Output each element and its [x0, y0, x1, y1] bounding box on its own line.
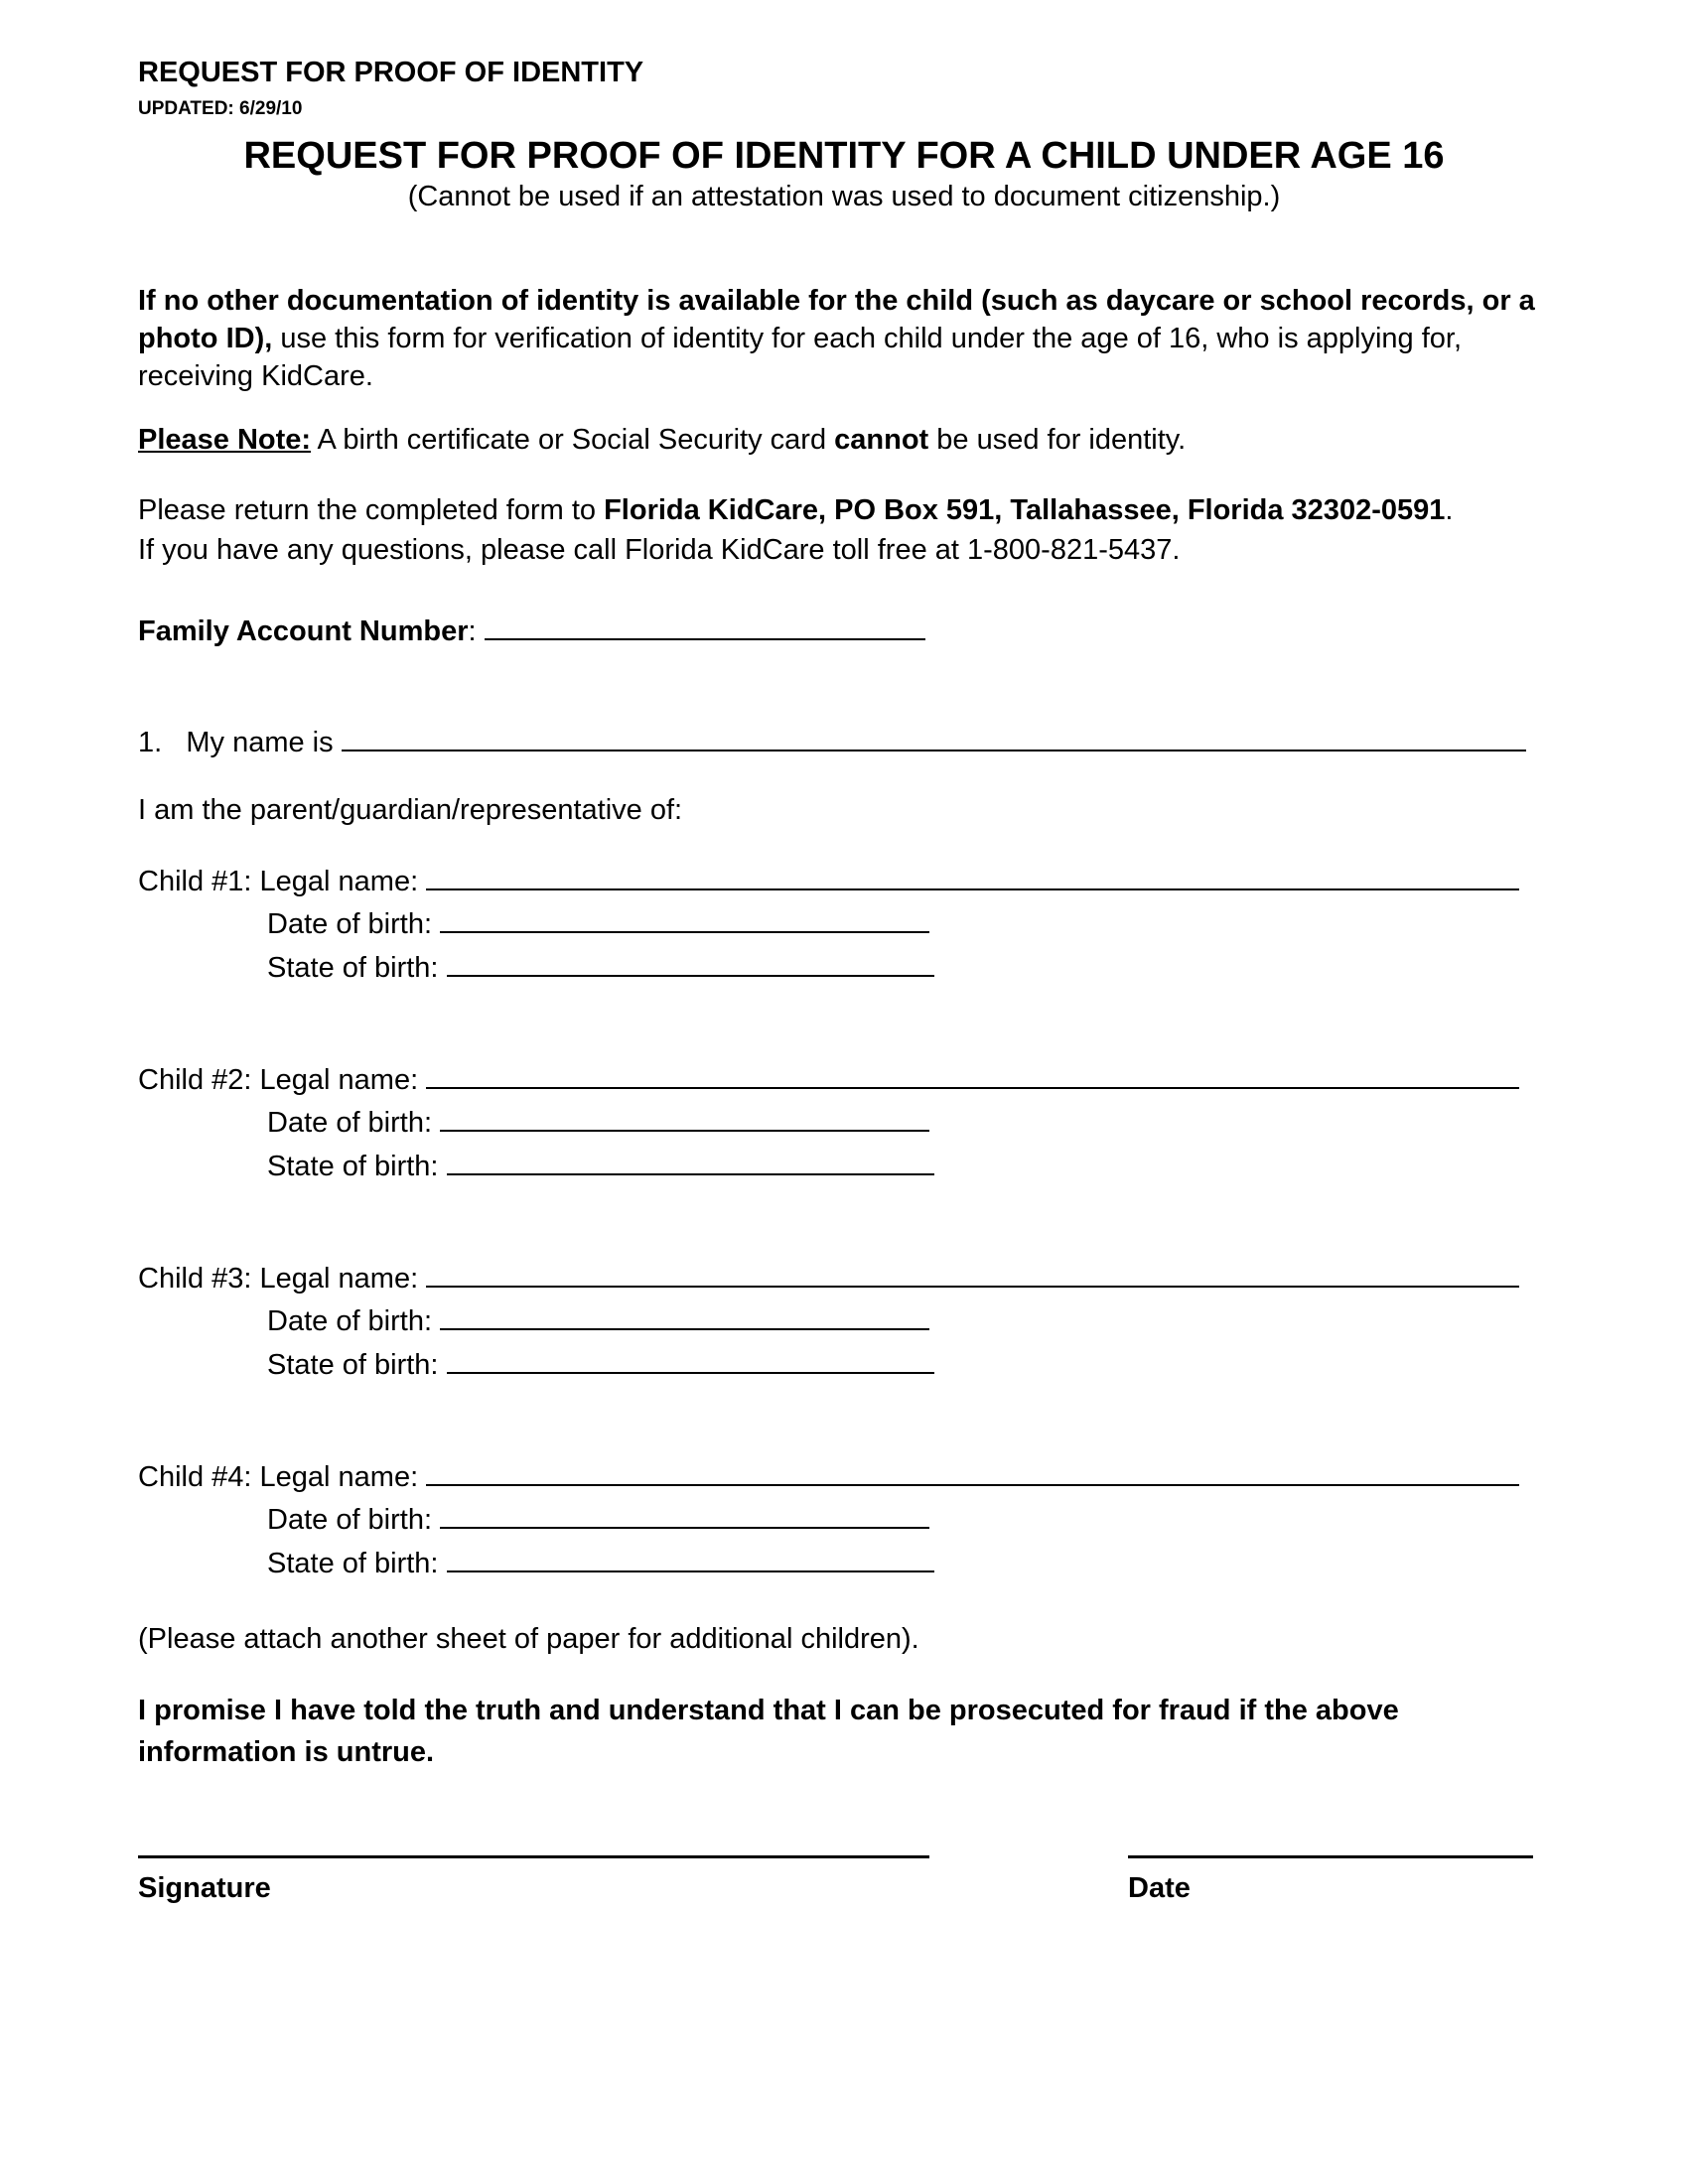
relation-text: I am the parent/guardian/representative of: — [138, 794, 683, 826]
note-text-after: be used for identity. — [928, 424, 1187, 456]
signature-label: Signature — [138, 1872, 271, 1904]
child-1-dob-row — [267, 903, 929, 943]
attach-note: (Please attach another sheet of paper for additional children). — [138, 1623, 919, 1655]
intro-bold: If no other documentation of identity is available for the child (such as daycare or school records, or a photo ID), — [138, 285, 1535, 354]
date-field[interactable] — [1128, 1855, 1533, 1858]
child-3-legal-name-field[interactable] — [426, 1258, 1519, 1288]
child-4-legal-name-field[interactable] — [426, 1456, 1519, 1486]
child-1-name-row — [138, 861, 1519, 900]
child-2-legal-name-field[interactable] — [426, 1059, 1519, 1089]
child-2-dob-label: Date of birth: — [267, 1107, 433, 1139]
child-4-legal-name-label: Legal name: — [259, 1461, 419, 1493]
child-4-state-label: State of birth: — [267, 1548, 439, 1579]
note-bold: cannot — [834, 424, 929, 456]
return-address — [138, 491, 1453, 529]
child-4-dob-label: Date of birth: — [267, 1504, 433, 1536]
child-1-legal-name-label: Legal name: — [259, 866, 419, 897]
signature-field[interactable] — [138, 1855, 929, 1858]
child-1-dob-label: Date of birth: — [267, 908, 433, 940]
intro-paragraph — [138, 282, 1548, 395]
child-2-label: Child #2: — [138, 1064, 252, 1096]
child-2-dob-field[interactable] — [440, 1102, 929, 1132]
return-address-bold: Florida KidCare, PO Box 591, Tallahassee, Florida 32302-0591 — [604, 494, 1446, 526]
please-note — [138, 421, 1186, 459]
family-account-label: Family Account Number — [138, 615, 469, 647]
child-3-state-label: State of birth: — [267, 1349, 439, 1381]
child-3-dob-label: Date of birth: — [267, 1305, 433, 1337]
child-2-legal-name-label: Legal name: — [259, 1064, 419, 1096]
child-2-state-row — [267, 1146, 934, 1185]
child-4-state-field[interactable] — [447, 1543, 934, 1572]
child-3-legal-name-label: Legal name: — [259, 1263, 419, 1295]
intro-rest: use this form for verification of identity for each child under the age of 16, who is applying for, receiving KidCare. — [138, 323, 1463, 392]
my-name-label: My name is — [186, 727, 334, 758]
child-4-dob-row — [267, 1499, 929, 1539]
child-3-state-field[interactable] — [447, 1344, 934, 1374]
note-label: Please Note: — [138, 424, 312, 456]
family-account-colon: : — [468, 615, 477, 647]
child-4-dob-field[interactable] — [440, 1499, 929, 1529]
name-row — [138, 722, 1526, 761]
date-label: Date — [1128, 1872, 1191, 1904]
return-period: . — [1445, 494, 1454, 526]
child-3-state-row — [267, 1344, 934, 1384]
child-2-state-label: State of birth: — [267, 1151, 439, 1182]
child-2-dob-row — [267, 1102, 929, 1142]
family-account-field[interactable] — [485, 611, 925, 640]
child-3-dob-row — [267, 1300, 929, 1340]
child-3-dob-field[interactable] — [440, 1300, 929, 1330]
note-text-before: A birth certificate or Social Security card — [311, 424, 835, 456]
child-1-label: Child #1: — [138, 866, 252, 897]
page-title: REQUEST FOR PROOF OF IDENTITY FOR A CHILD UNDER AGE 16 — [243, 135, 1445, 177]
my-name-field[interactable] — [342, 722, 1526, 751]
page-subtitle: (Cannot be used if an attestation was used to document citizenship.) — [407, 181, 1281, 212]
child-1-dob-field[interactable] — [440, 903, 929, 933]
child-1-state-row — [267, 947, 934, 987]
child-3-name-row — [138, 1258, 1519, 1297]
child-4-name-row — [138, 1456, 1519, 1496]
child-4-state-row — [267, 1543, 934, 1582]
form-name: REQUEST FOR PROOF OF IDENTITY — [138, 57, 644, 88]
family-account-row — [138, 611, 925, 650]
child-1-state-label: State of birth: — [267, 952, 439, 984]
child-4-label: Child #4: — [138, 1461, 252, 1493]
child-2-name-row — [138, 1059, 1519, 1099]
child-2-state-field[interactable] — [447, 1146, 934, 1175]
item-number: 1. — [138, 727, 163, 758]
child-3-label: Child #3: — [138, 1263, 252, 1295]
updated-date: UPDATED: 6/29/10 — [138, 98, 303, 119]
promise-statement: I promise I have told the truth and understand that I can be prosecuted for fraud if the above information is untrue. — [138, 1695, 1399, 1768]
child-1-state-field[interactable] — [447, 947, 934, 977]
child-1-legal-name-field[interactable] — [426, 861, 1519, 890]
phone-line: If you have any questions, please call Florida KidCare toll free at 1-800-821-5437. — [138, 534, 1181, 566]
return-text: Please return the completed form to — [138, 494, 605, 526]
